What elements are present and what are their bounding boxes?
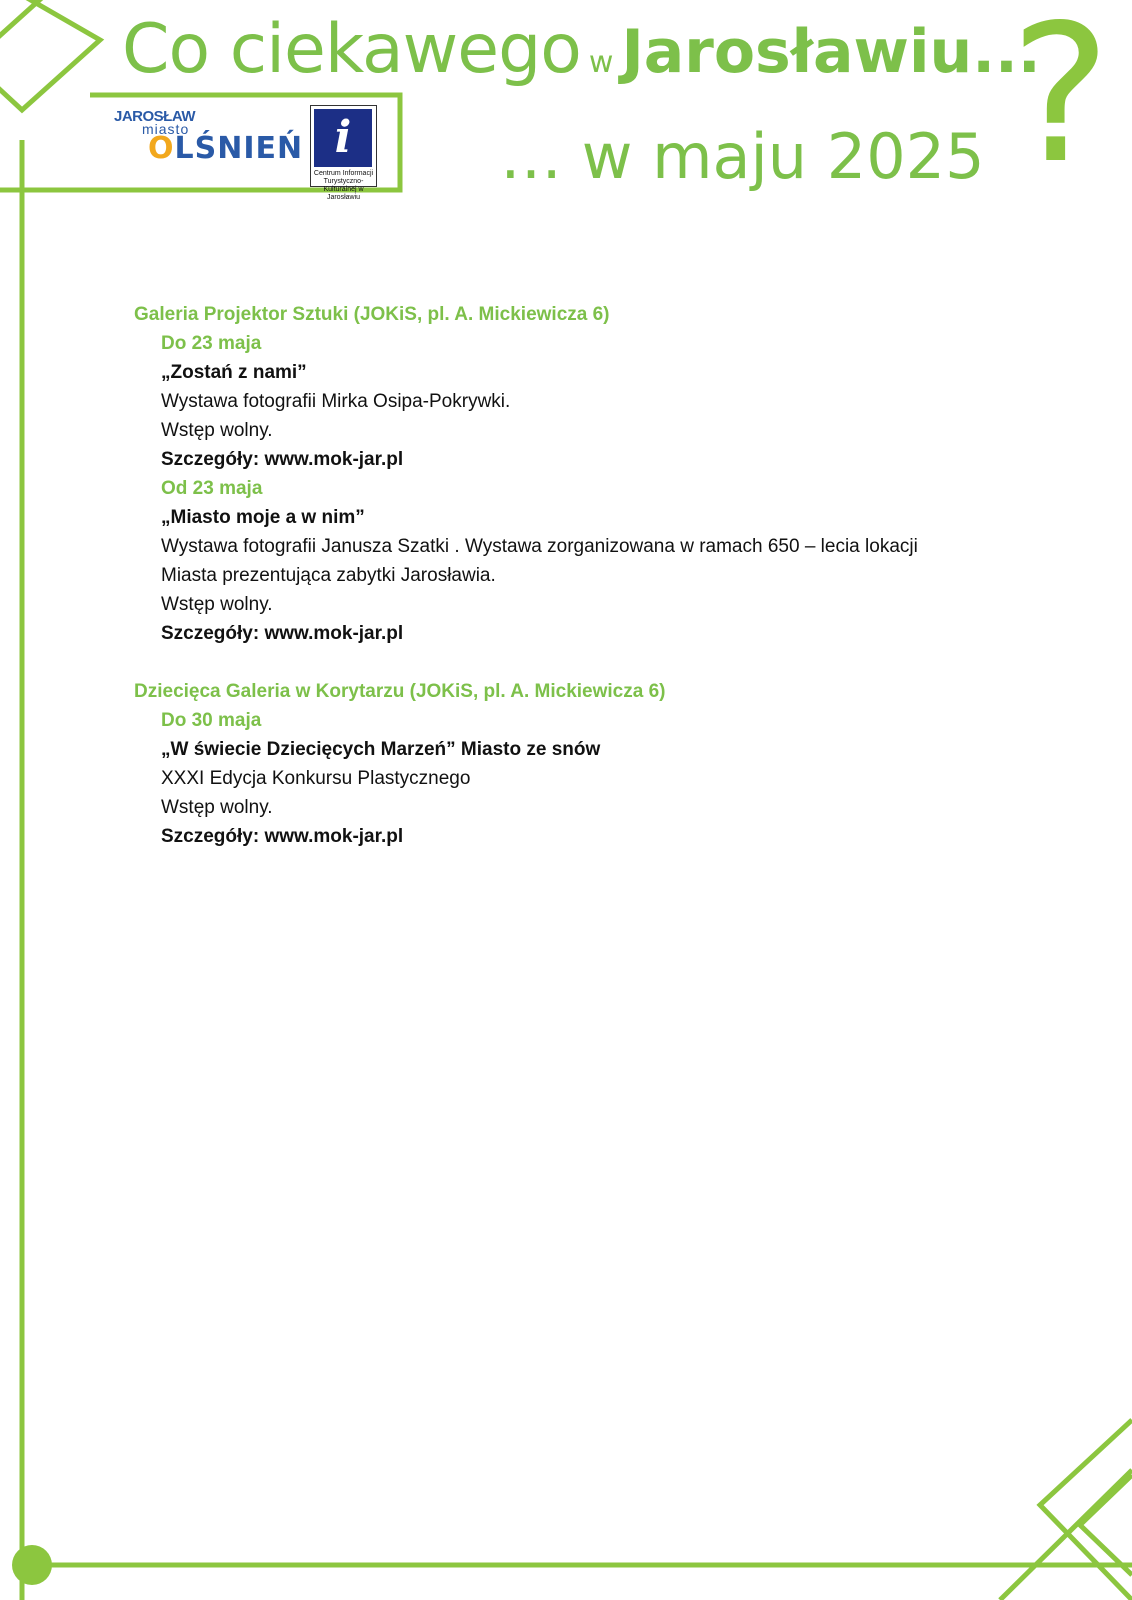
event-line: Wstęp wolny. xyxy=(161,594,273,615)
info-icon: i xyxy=(314,109,372,167)
page-title xyxy=(122,10,1041,89)
venue-heading: Dziecięca Galeria w Korytarzu (JOKiS, pl. A. Mickiewicza 6) xyxy=(134,681,666,702)
logo-line-3: OLŚNIEŃ xyxy=(148,131,304,166)
section-gap xyxy=(134,648,1014,677)
event-title: „W świecie Dziecięcych Marzeń” Miasto ze snów xyxy=(161,739,601,760)
event-line: Wstęp wolny. xyxy=(161,420,273,441)
logo-line-1: JAROSŁAW xyxy=(114,108,196,125)
info-center-logo xyxy=(310,105,377,201)
event-line: Wstęp wolny. xyxy=(161,797,273,818)
event-line: XXXI Edycja Konkursu Plastycznego xyxy=(161,768,471,789)
title-part-3: Jarosławiu... xyxy=(621,17,1041,87)
event-date: Do 23 maja xyxy=(161,333,262,354)
jaroslaw-logo xyxy=(114,108,304,178)
title-part-1: Co ciekawego xyxy=(122,10,581,89)
title-part-2: w xyxy=(588,45,614,80)
venue-heading: Galeria Projektor Sztuki (JOKiS, pl. A. Mickiewicza 6) xyxy=(134,304,610,325)
event-line: Wystawa fotografii Janusza Szatki . Wystawa zorganizowana w ramach 650 – lecia lokacji xyxy=(161,536,918,557)
event-details-link[interactable]: Szczegóły: www.mok-jar.pl xyxy=(161,623,404,644)
question-mark-decoration: ? xyxy=(1010,0,1111,205)
event-date: Od 23 maja xyxy=(161,478,263,499)
event-line: Miasta prezentująca zabytki Jarosławia. xyxy=(161,565,496,586)
event-title: „Miasto moje a w nim” xyxy=(161,507,365,528)
event-details-link[interactable]: Szczegóły: www.mok-jar.pl xyxy=(161,826,404,847)
logo-line-2: miasto xyxy=(142,121,190,137)
event-date: Do 30 maja xyxy=(161,710,262,731)
event-details-link[interactable]: Szczegóły: www.mok-jar.pl xyxy=(161,449,404,470)
page-subtitle: … w maju 2025 xyxy=(500,120,985,193)
info-caption: Centrum Informacji Turystyczno-Kulturalnej w Jarosławiu xyxy=(313,170,374,201)
events-content xyxy=(134,300,1014,851)
event-line: Wystawa fotografii Mirka Osipa-Pokrywki. xyxy=(161,391,511,412)
event-title: „Zostań z nami” xyxy=(161,362,307,383)
